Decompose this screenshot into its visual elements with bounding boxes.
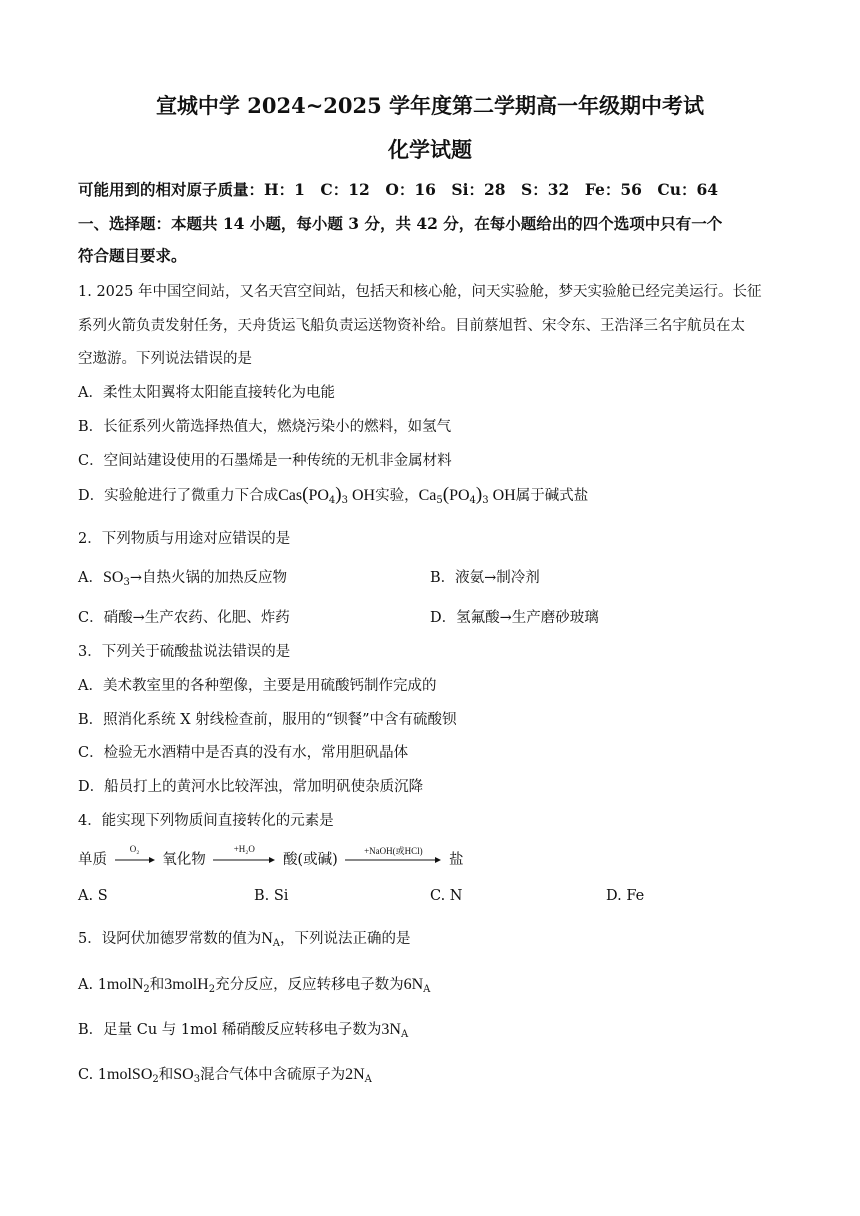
q5-option-c: C. 1molSO$_2$和$SO_3$混合气体中含硫原子为$2N_A$ — [78, 1066, 372, 1085]
q1-stem-line3: 空遨游。下列说法错误的是 — [78, 351, 252, 367]
q2-option-d: D．氢氟酸→生产磨砂玻璃 — [430, 610, 599, 626]
q4-option-a: A. S — [78, 888, 108, 904]
q1-stem-line1: 1. 2025 年中国空间站，又名天宫空间站，包括天和核心舱，问天实验舱，梦天实验舱已经完美运行。长征 — [78, 284, 762, 300]
q2-option-b: B．液氨→制冷剂 — [430, 570, 540, 586]
sub-4-2: 4 — [469, 495, 476, 506]
q5-option-a: A. 1molN$_2$和3molH$_2$充分反应，反应转移电子数为$6N_A$ — [78, 976, 431, 995]
formula-po-2: PO — [449, 487, 470, 504]
formula-oh-2: OH — [492, 487, 516, 504]
formula-oh: OH — [351, 487, 376, 504]
q2-a-text: →自热火锅的加热反应物 — [129, 570, 287, 586]
q3-option-d: D．船员打上的黄河水比较浑浊，常加明矾使杂质沉降 — [78, 779, 424, 795]
sub-3-2: 3 — [482, 495, 489, 506]
q1-d-prefix: D．实验舱进行了微重力下合成 — [78, 488, 279, 504]
q4-option-d: D. Fe — [606, 888, 645, 904]
arrow-h2o: +H₂O — [213, 856, 275, 864]
section-heading: 一、选择题：本题共 14 小题，每小题 3 分，共 42 分，在每小题给出的四个选项中只有一个 — [78, 214, 723, 233]
q1-option-d: D．实验舱进行了微重力下合成$Cas(PO_4)_3$ OH实验，$Ca_5(PO_4)_3$ OH属于碱式盐 — [78, 484, 589, 506]
exam-subtitle: 化学试题 — [388, 137, 472, 162]
q4-stem: 4．能实现下列物质间直接转化的元素是 — [78, 813, 334, 829]
q3-option-c: C．检验无水酒精中是否真的没有水，常用胆矾晶体 — [78, 745, 409, 761]
q3-option-b: B．照消化系统 X 射线检查前，服用的“钡餐”中含有硫酸钡 — [78, 712, 457, 728]
formula-po: PO — [308, 487, 329, 504]
q5-stem: 5．设阿伏加德罗常数的值为$N_A$，下列说法正确的是 — [78, 930, 411, 949]
arrow-o2: O₂ — [115, 856, 155, 864]
q1-option-a: A．柔性太阳翼将太阳能直接转化为电能 — [78, 385, 335, 401]
formula-ca-2: Ca — [418, 487, 437, 504]
q1-d-suffix: 属于碱式盐 — [515, 488, 589, 504]
sub-4: 4 — [328, 495, 336, 506]
q4-conversion-chain: 单质 O₂ 氧化物 +H₂O 酸(或碱) +NaOH(或HCl) 盐 — [78, 844, 464, 868]
atomic-masses: 可能用到的相对原子质量：H：1 C：12 O：16 Si：28 S：32 Fe：56 Cu：64 — [78, 180, 719, 199]
q2-stem: 2．下列物质与用途对应错误的是 — [78, 531, 291, 547]
q5-option-b: B．足量 Cu 与 1mol 稀硝酸反应转移电子数为$3N_A$ — [78, 1021, 409, 1040]
sub-5: 5 — [436, 495, 443, 506]
q1-stem-line2: 系列火箭负责发射任务，天舟货运飞船负责运送物资补给。目前蔡旭哲、宋令东、王浩泽三名宇航员在太 — [78, 318, 745, 334]
section-heading-cont: 符合题目要求。 — [78, 246, 187, 265]
formula-ca-1: Cas — [278, 487, 303, 504]
q1-option-b: B．长征系列火箭选择热值大，燃烧污染小的燃料，如氢气 — [78, 419, 452, 435]
q1-option-c: C．空间站建设使用的石墨烯是一种传统的无机非金属材料 — [78, 453, 452, 469]
q3-option-a: A．美术教室里的各种塑像，主要是用硫酸钙制作完成的 — [78, 678, 437, 694]
q2-option-c: C．硝酸→生产农药、化肥、炸药 — [78, 610, 290, 626]
q3-stem: 3．下列关于硫酸盐说法错误的是 — [78, 644, 291, 660]
exam-title: 宣城中学 2024~2025 学年度第二学期高一年级期中考试 — [155, 93, 705, 118]
q4-option-c: C. N — [430, 888, 463, 904]
q1-d-mid: 实验， — [375, 488, 419, 504]
formula-so3: SO — [102, 569, 124, 586]
q4-option-b: B. Si — [254, 888, 289, 904]
sub-3: 3 — [341, 495, 348, 506]
arrow-naoh: +NaOH(或HCl) — [345, 856, 441, 864]
q2-option-a: A．$SO_3\to$自热火锅的加热反应物 — [78, 569, 287, 588]
